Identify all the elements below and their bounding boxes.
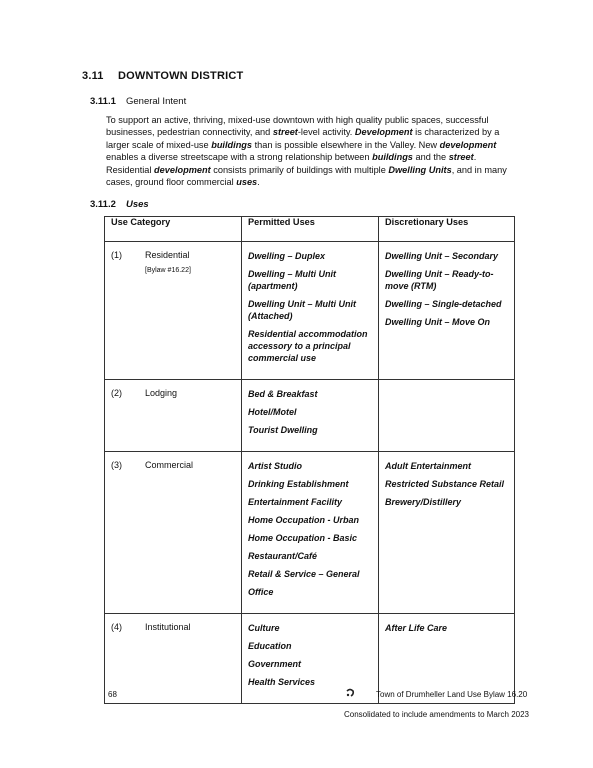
use-item: Entertainment Facility xyxy=(248,497,343,507)
header-permitted-uses: Permitted Uses xyxy=(242,217,379,242)
use-item: Dwelling Unit – Secondary xyxy=(385,251,499,261)
use-item: Bed & Breakfast xyxy=(248,389,318,399)
header-discretionary-uses: Discretionary Uses xyxy=(379,217,515,242)
use-item: Education xyxy=(248,641,292,651)
category-number: (3) xyxy=(111,460,122,470)
defined-term: street xyxy=(272,127,298,138)
permitted-uses-cell xyxy=(242,242,379,380)
uses-table-header-row xyxy=(105,217,515,242)
use-item: After Life Care xyxy=(385,623,448,633)
use-item: Dwelling Unit – Move On xyxy=(385,317,491,327)
use-item: Retail & Service – General xyxy=(248,569,360,579)
use-item: Hotel/Motel xyxy=(248,407,297,417)
intent-text: -level activity. xyxy=(297,127,355,138)
defined-term: buildings xyxy=(372,152,413,163)
uses-title: Uses xyxy=(126,199,149,210)
category-name: Institutional xyxy=(145,622,191,632)
intent-text: consists primarily of buildings with multiple xyxy=(210,164,389,175)
intent-text: . Residential xyxy=(106,152,477,175)
discretionary-uses-cell xyxy=(379,452,515,614)
bylaw-note: [Bylaw #16.22] xyxy=(145,267,191,274)
discretionary-uses-cell xyxy=(379,380,515,452)
intent-text: and the xyxy=(412,152,449,163)
use-item: Brewery/Distillery xyxy=(385,497,462,507)
use-item: Government xyxy=(248,659,302,669)
category-name: Lodging xyxy=(145,388,178,398)
category-number: (1) xyxy=(111,250,122,260)
use-item: Adult Entertainment xyxy=(385,461,472,471)
category-number: (4) xyxy=(111,622,122,632)
use-category-cell xyxy=(105,380,242,452)
intent-text: . xyxy=(257,177,260,188)
use-item: Artist Studio xyxy=(248,461,302,471)
uses-heading xyxy=(90,199,149,210)
category-name: Residential xyxy=(145,250,190,260)
use-item: Residential accommodation accessory to a principal commercial use xyxy=(248,329,368,363)
use-item: Dwelling – Multi Unit (apartment) xyxy=(248,269,336,291)
intent-text: To support an active, thriving, mixed-use downtown with high quality public spaces, successful businesses, pedestrian connectivity, and xyxy=(106,115,489,138)
category-number: (2) xyxy=(111,388,122,398)
intent-text: , and in many cases, ground floor commercial xyxy=(106,164,507,188)
use-item: Tourist Dwelling xyxy=(248,425,318,435)
general-intent-title: General Intent xyxy=(126,96,187,107)
use-category-cell xyxy=(105,242,242,380)
use-item: Culture xyxy=(248,623,280,633)
uses-table-row xyxy=(105,452,515,614)
category-name: Commercial xyxy=(145,460,194,470)
use-category-cell xyxy=(105,452,242,614)
town-logo-icon xyxy=(345,688,355,698)
permitted-uses-cell xyxy=(242,380,379,452)
defined-term: buildings xyxy=(211,139,253,150)
header-use-category: Use Category xyxy=(105,217,242,242)
permitted-uses-cell xyxy=(242,614,379,704)
defined-term: development xyxy=(154,164,211,175)
uses-table-row xyxy=(105,242,515,380)
intent-text: is characterized by a larger scale of mixed-use xyxy=(106,127,500,150)
defined-term: Development xyxy=(354,127,413,138)
use-item: Dwelling Unit – Ready-to-move (RTM) xyxy=(385,269,494,291)
use-category-cell xyxy=(105,614,242,704)
discretionary-uses-cell xyxy=(379,242,515,380)
uses-number: 3.11.2 xyxy=(90,199,116,210)
uses-table-row xyxy=(105,380,515,452)
uses-table xyxy=(104,216,515,704)
defined-term: street xyxy=(448,152,474,163)
use-item: Restricted Substance Retail xyxy=(385,479,505,489)
footer-consolidated: Consolidated to include amendments to March 2023 xyxy=(344,710,529,719)
section-heading xyxy=(82,70,243,82)
defined-term: uses xyxy=(236,177,258,188)
general-intent-heading xyxy=(90,96,186,107)
general-intent-paragraph xyxy=(106,114,520,188)
use-item: Office xyxy=(248,587,274,597)
section-title: DOWNTOWN DISTRICT xyxy=(118,70,244,82)
use-item: Home Occupation - Basic xyxy=(248,533,358,543)
page-number: 68 xyxy=(108,690,117,699)
footer-title: Town of Drumheller Land Use Bylaw 16.20 xyxy=(376,690,528,699)
use-item: Health Services xyxy=(248,677,316,687)
intent-text: enables a diverse streetscape with a strong relationship between xyxy=(106,152,373,163)
section-number: 3.11 xyxy=(82,70,104,82)
intent-text: than is possible elsewhere in the Valley. New xyxy=(252,139,440,150)
use-item: Dwelling – Single-detached xyxy=(385,299,502,309)
defined-term: development xyxy=(439,139,497,150)
use-item: Home Occupation - Urban xyxy=(248,515,360,525)
use-item: Dwelling Unit – Multi Unit (Attached) xyxy=(248,299,356,321)
use-item: Drinking Establishment xyxy=(248,479,349,489)
use-item: Dwelling – Duplex xyxy=(248,251,326,261)
general-intent-number: 3.11.1 xyxy=(90,96,116,107)
use-item: Restaurant/Café xyxy=(248,551,318,561)
permitted-uses-cell xyxy=(242,452,379,614)
defined-term: Dwelling Units xyxy=(388,164,452,175)
